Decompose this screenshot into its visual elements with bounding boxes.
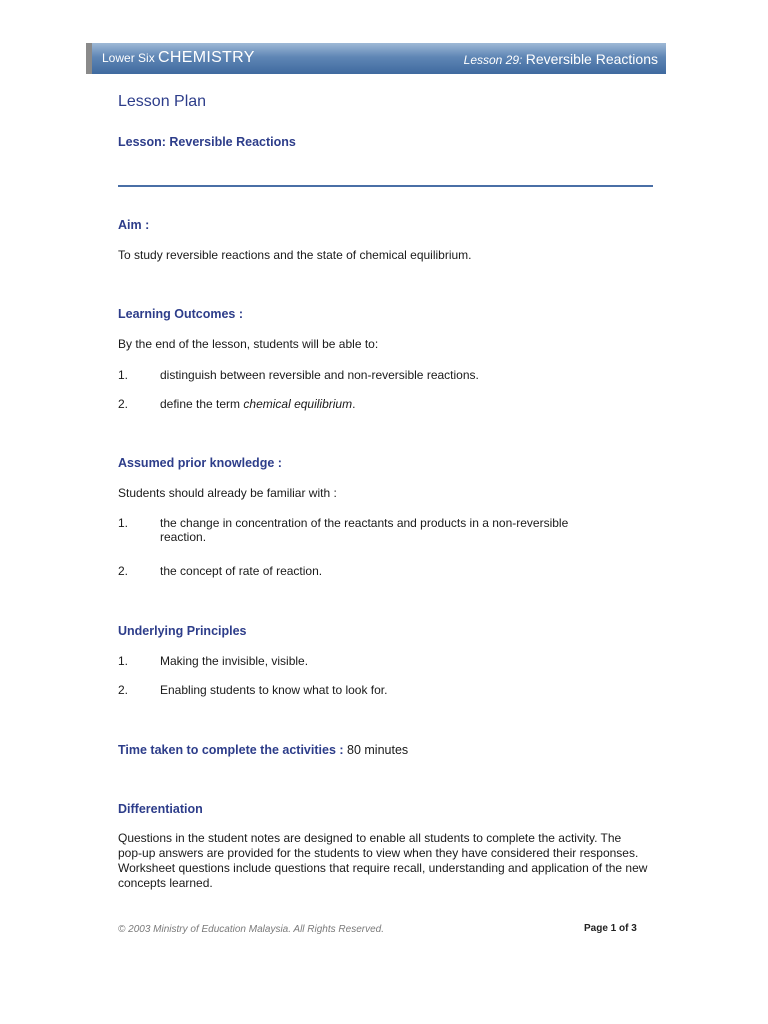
aim-text: To study reversible reactions and the state of chemical equilibrium. <box>118 248 472 262</box>
item-term: chemical equilibrium <box>243 397 353 411</box>
list-number: 2. <box>118 683 129 697</box>
learning-outcomes-heading: Learning Outcomes : <box>118 307 244 321</box>
divider <box>118 185 653 187</box>
header-level: Lower Six <box>102 51 155 65</box>
copyright: © 2003 Ministry of Education Malaysia. All Rights Reserved. <box>118 924 385 935</box>
list-number: 1. <box>118 368 129 382</box>
header-lesson-number: Lesson 29: <box>463 53 523 67</box>
list-number: 1. <box>118 516 129 530</box>
page-title: Lesson Plan <box>118 93 207 110</box>
header-lesson <box>464 51 658 67</box>
aim-heading: Aim : <box>118 218 150 232</box>
header-banner <box>86 43 666 74</box>
item-punct: . <box>352 397 356 411</box>
learning-outcomes-intro: By the end of the lesson, students will be able to: <box>118 337 379 351</box>
time-line <box>118 743 408 757</box>
header-course <box>102 49 255 67</box>
list-item <box>160 397 620 411</box>
list-item: Enabling students to know what to look for. <box>160 683 388 697</box>
time-value: 80 minutes <box>347 743 409 757</box>
page-number: Page 1 of 3 <box>584 923 637 934</box>
prior-knowledge-intro: Students should already be familiar with : <box>118 486 337 500</box>
list-item: the change in concentration of the reactants and products in a non-reversible reaction. <box>160 516 569 544</box>
header-lesson-title: Reversible Reactions <box>525 51 658 67</box>
list-item: the concept of rate of reaction. <box>160 564 323 578</box>
list-item: distinguish between reversible and non-reversible reactions. <box>160 368 479 382</box>
differentiation-heading: Differentiation <box>118 802 203 816</box>
list-number: 1. <box>118 654 129 668</box>
underlying-principles-heading: Underlying Principles <box>118 624 247 638</box>
differentiation-text: Questions in the student notes are designed to enable all students to complete the activity. The pop-up answers are provided for the students to view when they have considered their responses. Worksheet questions include questions that require recall, understanding and application of the new concepts learned. <box>118 831 648 890</box>
list-number: 2. <box>118 397 129 411</box>
list-item: Making the invisible, visible. <box>160 654 309 668</box>
item-text: define the term <box>160 397 244 411</box>
time-heading: Time taken to complete the activities : <box>118 743 344 757</box>
prior-knowledge-heading: Assumed prior knowledge : <box>118 456 282 470</box>
lesson-line: Lesson: Reversible Reactions <box>118 135 296 149</box>
list-number: 2. <box>118 564 129 578</box>
header-subject: CHEMISTRY <box>158 49 255 66</box>
